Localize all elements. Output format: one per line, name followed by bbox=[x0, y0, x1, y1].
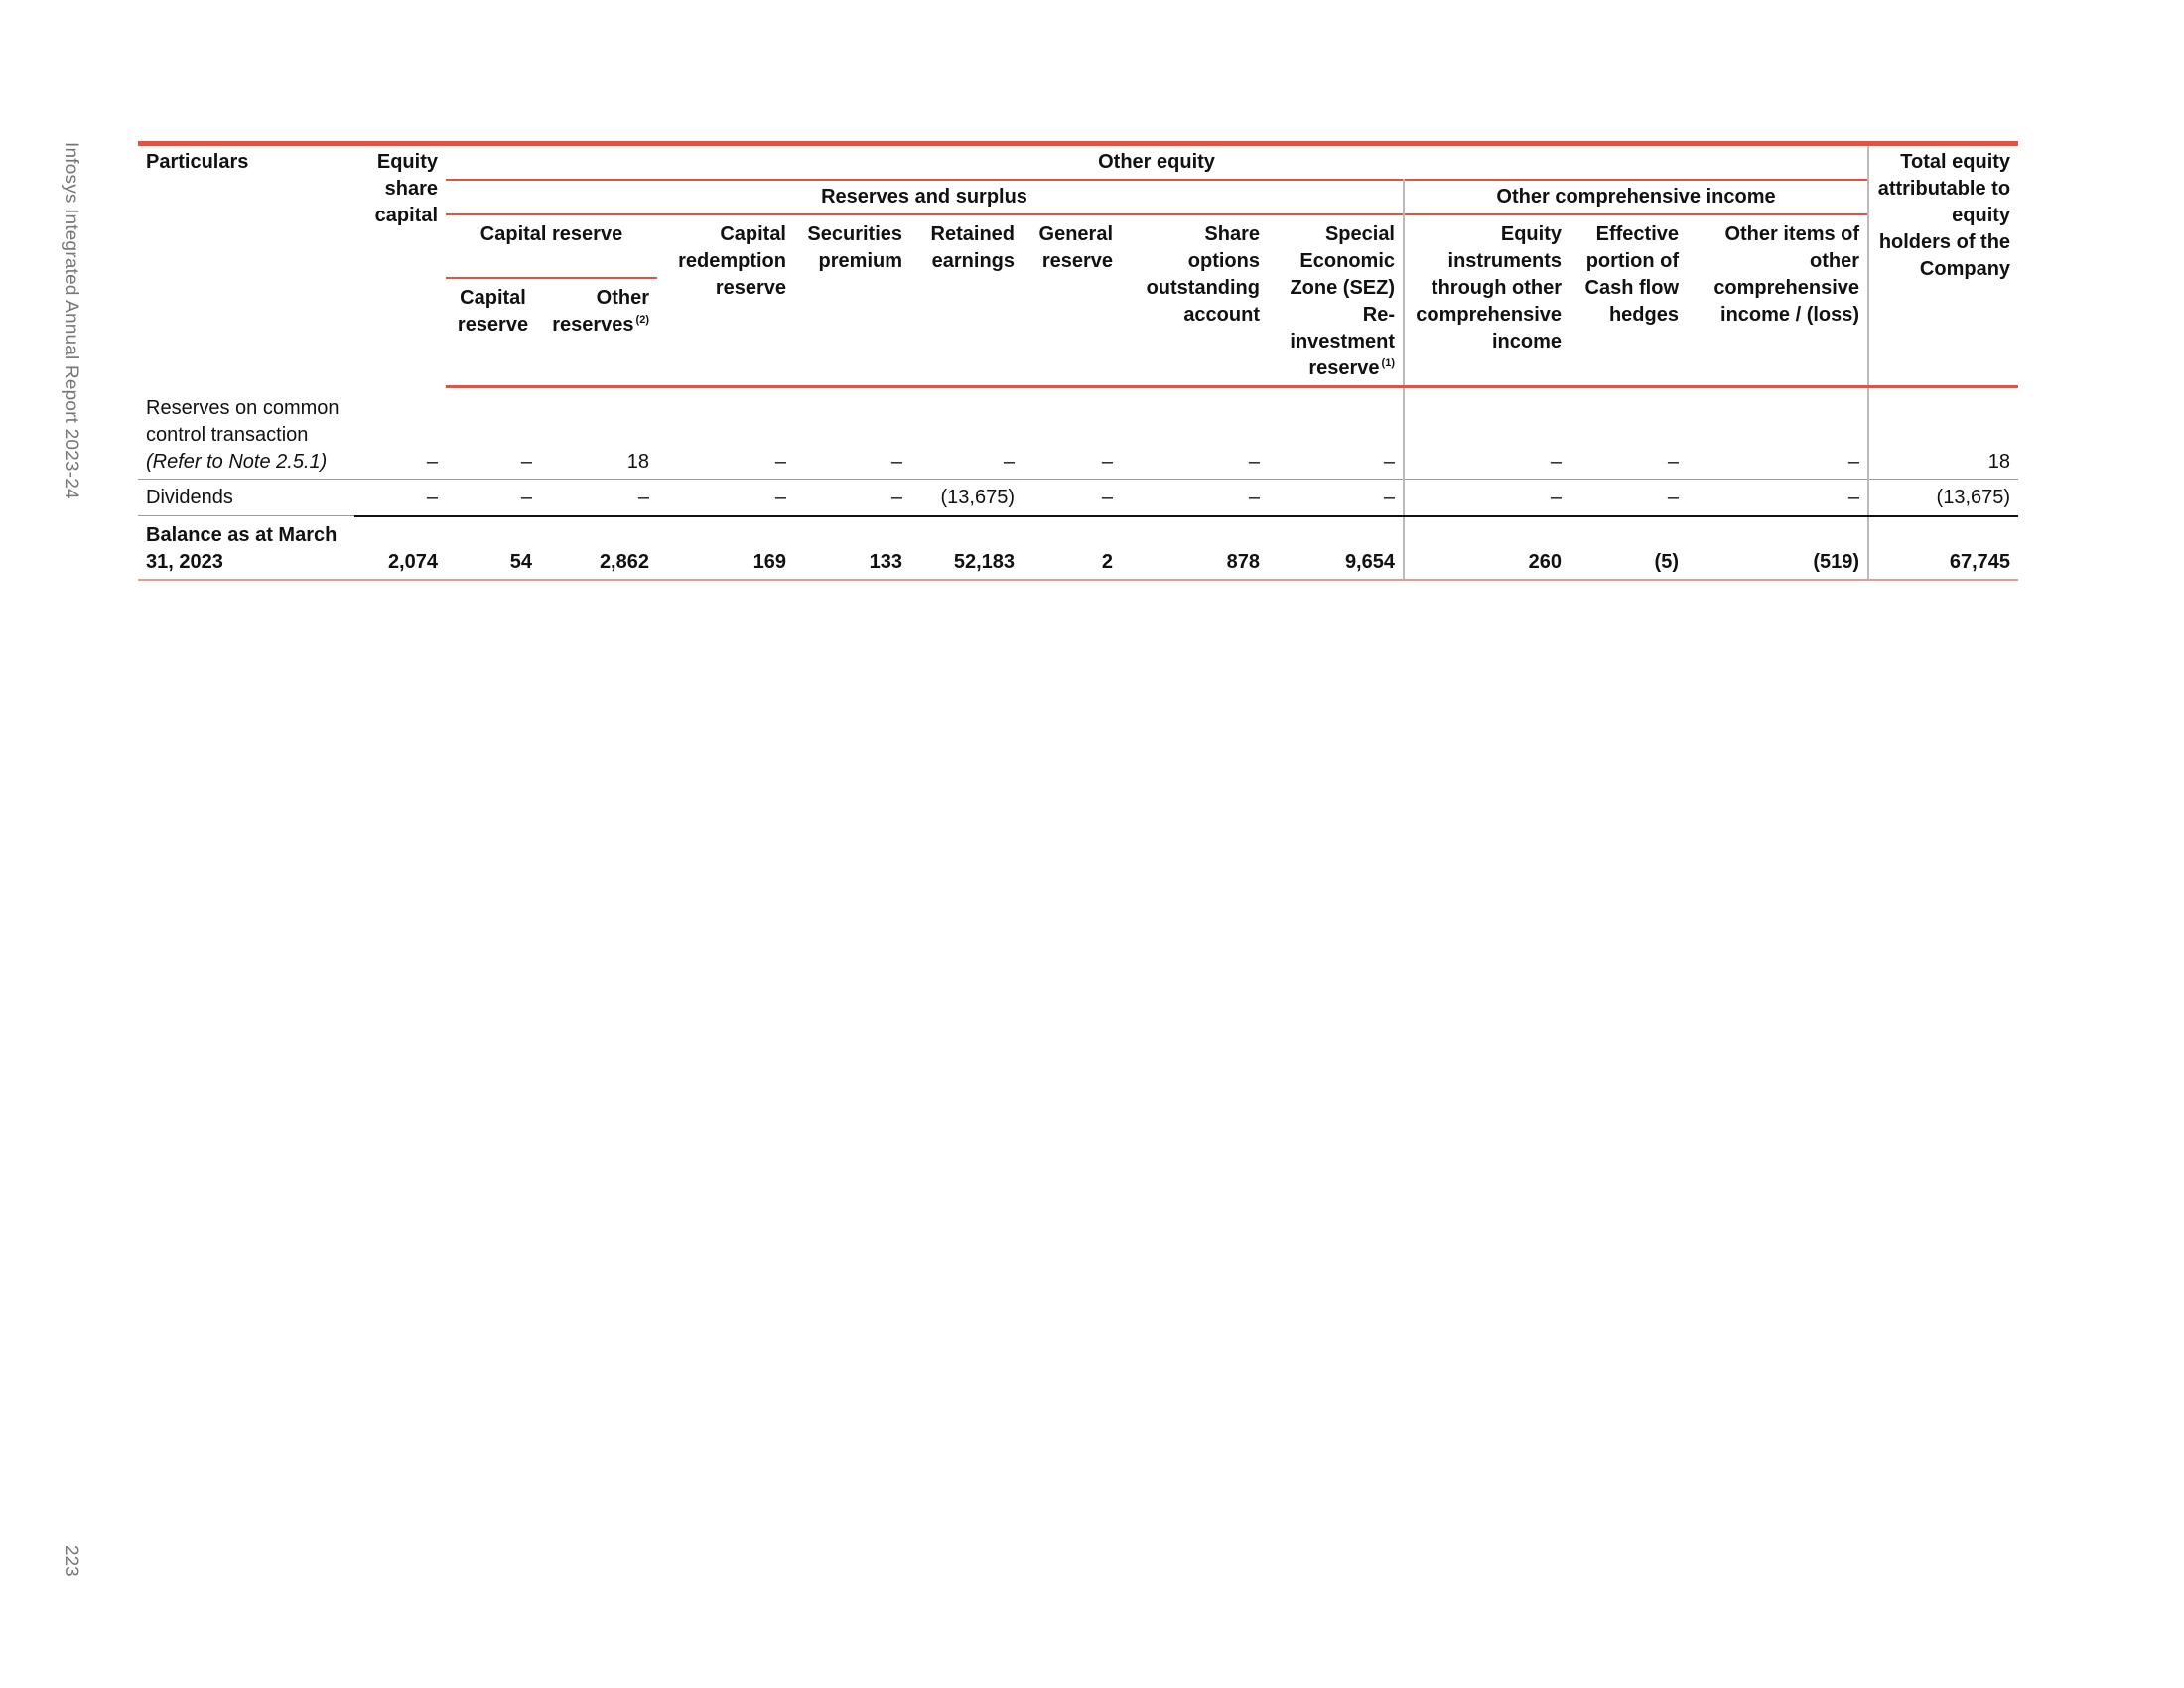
table-cell: – bbox=[446, 479, 540, 516]
header-other-equity: Other equity bbox=[446, 144, 1868, 181]
row-label: Dividends bbox=[138, 479, 354, 516]
header-securities-premium: Securities premium bbox=[794, 214, 910, 387]
table-cell: 878 bbox=[1121, 516, 1268, 581]
header-other-reserves bbox=[540, 278, 657, 387]
table-row bbox=[138, 387, 2018, 480]
table-cell-total: 67,745 bbox=[1868, 516, 2018, 581]
header-reserves-and-surplus: Reserves and surplus bbox=[446, 180, 1404, 214]
header-cash-flow-hedges: Effective portion of Cash flow hedges bbox=[1570, 214, 1687, 387]
table-row-balance bbox=[138, 516, 2018, 581]
table-cell: – bbox=[794, 479, 910, 516]
table-cell: 2,862 bbox=[540, 516, 657, 581]
table-cell: – bbox=[1570, 387, 1687, 480]
table-cell: (5) bbox=[1570, 516, 1687, 581]
table-cell: – bbox=[1023, 387, 1121, 480]
row-label-text: Reserves on common control transaction bbox=[146, 396, 340, 446]
header-equity-share-capital: Equity share capital bbox=[354, 144, 446, 387]
header-other-reserves-text: Other reserves bbox=[552, 286, 649, 336]
table-cell: – bbox=[1121, 479, 1268, 516]
statement-of-changes-in-equity-table bbox=[138, 141, 2018, 581]
table-cell: 9,654 bbox=[1268, 516, 1404, 581]
table-cell: – bbox=[540, 479, 657, 516]
header-total-equity: Total equity attributable to equity holders of the Company bbox=[1868, 144, 2018, 387]
header-other-reserves-footnote: (2) bbox=[635, 314, 649, 327]
header-row-1 bbox=[138, 144, 2018, 181]
table-cell: – bbox=[1268, 479, 1404, 516]
row-label: Balance as at March 31, 2023 bbox=[138, 516, 354, 581]
row-label bbox=[138, 387, 354, 480]
row-label-note-reference: (Refer to Note 2.5.1) bbox=[146, 450, 328, 473]
header-particulars: Particulars bbox=[138, 144, 354, 387]
table-cell: – bbox=[657, 479, 794, 516]
table-cell: – bbox=[1687, 387, 1868, 480]
table-cell: 2 bbox=[1023, 516, 1121, 581]
header-sez-reserve bbox=[1268, 214, 1404, 387]
header-sez-footnote: (1) bbox=[1381, 357, 1395, 370]
header-capital-reserve-group: Capital reserve bbox=[446, 214, 657, 278]
table-row bbox=[138, 479, 2018, 516]
header-capital-reserve: Capital reserve bbox=[446, 278, 540, 387]
table-cell-total: 18 bbox=[1868, 387, 2018, 480]
table-cell: – bbox=[1121, 387, 1268, 480]
running-header: Infosys Integrated Annual Report 2023-24 bbox=[61, 142, 81, 499]
header-equity-instruments-oci: Equity instruments through other comprehensive income bbox=[1404, 214, 1570, 387]
table-cell-total: (13,675) bbox=[1868, 479, 2018, 516]
table-cell: 2,074 bbox=[354, 516, 446, 581]
table-cell: – bbox=[794, 387, 910, 480]
table-cell: – bbox=[1023, 479, 1121, 516]
page-number: 223 bbox=[61, 1545, 81, 1577]
table-cell: – bbox=[1570, 479, 1687, 516]
table-cell: (519) bbox=[1687, 516, 1868, 581]
equity-statement-table-container bbox=[138, 141, 2011, 581]
table-cell: – bbox=[657, 387, 794, 480]
table-cell: – bbox=[1404, 479, 1570, 516]
table-cell: – bbox=[354, 387, 446, 480]
header-other-comprehensive-income: Other comprehensive income bbox=[1404, 180, 1868, 214]
table-cell: – bbox=[1268, 387, 1404, 480]
table-cell: – bbox=[446, 387, 540, 480]
header-retained-earnings: Retained earnings bbox=[910, 214, 1023, 387]
header-other-oci-items: Other items of other comprehensive income / (loss) bbox=[1687, 214, 1868, 387]
table-cell: 54 bbox=[446, 516, 540, 581]
table-cell: – bbox=[1404, 387, 1570, 480]
table-cell: – bbox=[354, 479, 446, 516]
table-cell: – bbox=[910, 387, 1023, 480]
table-cell: 169 bbox=[657, 516, 794, 581]
header-general-reserve: General reserve bbox=[1023, 214, 1121, 387]
table-cell: 260 bbox=[1404, 516, 1570, 581]
table-cell: 133 bbox=[794, 516, 910, 581]
header-capital-redemption-reserve: Capital redemption reserve bbox=[657, 214, 794, 387]
header-share-options-outstanding: Share options outstanding account bbox=[1121, 214, 1268, 387]
table-cell: 52,183 bbox=[910, 516, 1023, 581]
table-cell: – bbox=[1687, 479, 1868, 516]
header-sez-reserve-text: Special Economic Zone (SEZ) Re-investment reserve bbox=[1290, 223, 1395, 379]
table-cell: (13,675) bbox=[910, 479, 1023, 516]
table-cell: 18 bbox=[540, 387, 657, 480]
